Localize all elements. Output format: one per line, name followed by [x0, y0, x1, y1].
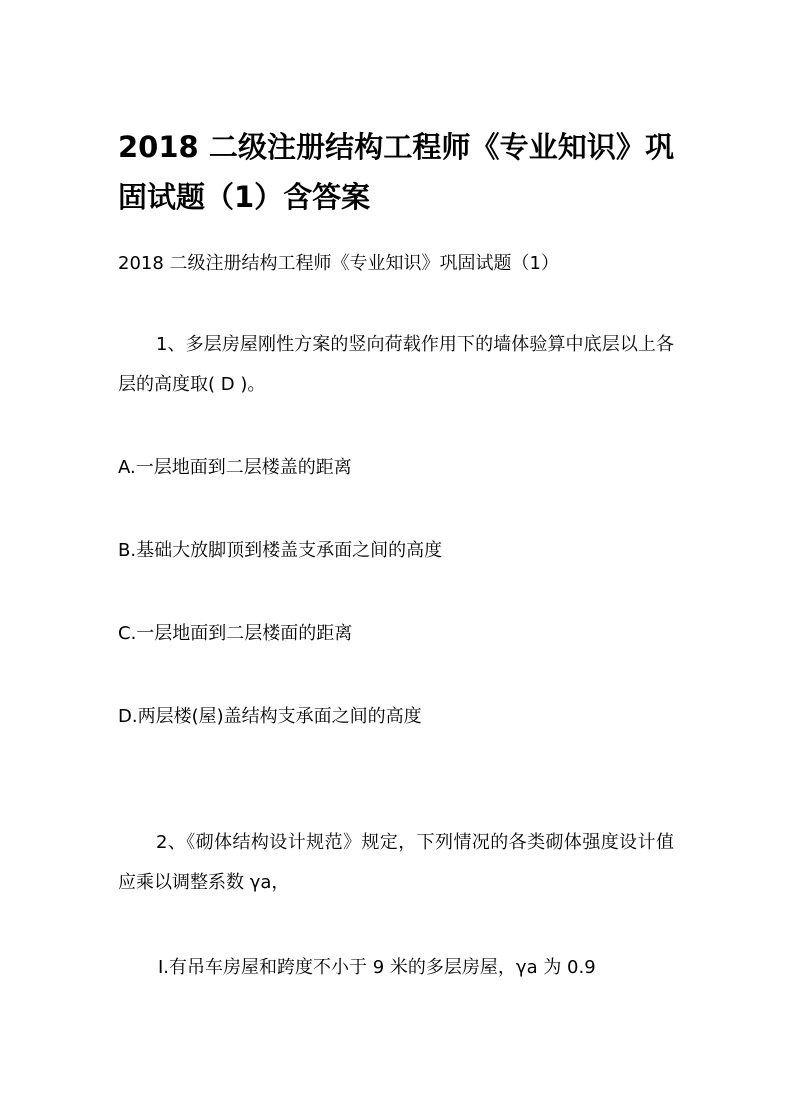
- question-1-option-b: B.基础大放脚顶到楼盖支承面之间的高度: [118, 540, 443, 561]
- question-2-stem: 2、《砌体结构设计规范》规定，下列情况的各类砌体强度设计值应乘以调整系数 γa，: [118, 832, 674, 893]
- question-1-stem: 1、多层房屋刚性方案的竖向荷载作用下的墙体验算中底层以上各层的高度取( D )。: [118, 334, 674, 395]
- document-title: 2018 二级注册结构工程师《专业知识》巩固试题（1）含答案: [118, 130, 674, 214]
- question-1-option-d: D.两层楼(屋)盖结构支承面之间的高度: [118, 706, 422, 727]
- question-2-item-1: Ⅰ.有吊车房屋和跨度不小于 9 米的多层房屋，γa 为 0.9: [158, 957, 596, 978]
- question-1-option-c: C.一层地面到二层楼面的距离: [118, 623, 353, 644]
- document-subtitle: 2018 二级注册结构工程师《专业知识》巩固试题（1）: [118, 253, 559, 274]
- question-1-option-a: A.一层地面到二层楼盖的距离: [118, 457, 352, 478]
